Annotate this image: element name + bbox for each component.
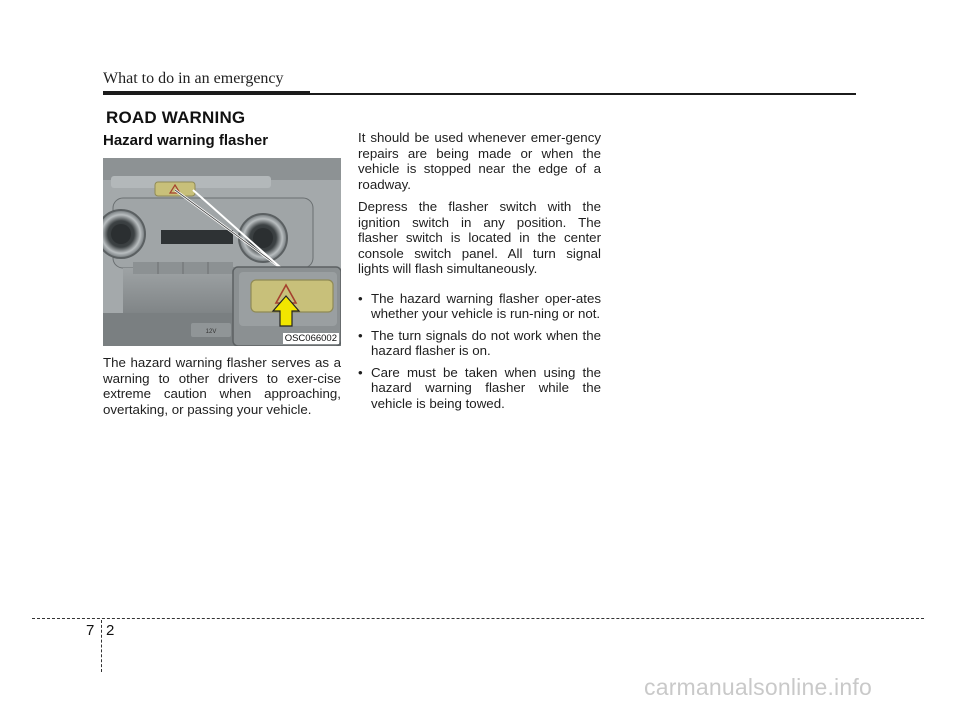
bullet-symbol: • <box>358 290 363 306</box>
watermark: carmanualsonline.info <box>644 674 872 700</box>
bullet-text: The turn signals do not work when the hazard flasher is on. <box>371 327 601 358</box>
bullet-symbol: • <box>358 364 363 380</box>
display-slot <box>161 230 233 244</box>
paragraph-usage: It should be used whenever emer-gency repairs are being made or when the vehicle is stopped near the edge of a roadway. <box>358 130 601 192</box>
section-heading: ROAD WARNING <box>106 108 246 127</box>
dashboard-illustration <box>103 158 341 346</box>
page-number: 2 <box>106 622 115 639</box>
bullet-item <box>358 328 601 359</box>
left-vent-core <box>111 224 131 244</box>
subheading: Hazard warning flasher <box>103 132 269 149</box>
bullet-symbol: • <box>358 327 363 343</box>
header-rule-thick <box>103 91 310 95</box>
bullet-item <box>358 291 601 322</box>
left-paragraph: The hazard warning flasher serves as a warning to other drivers to exer-cise extreme caution when approaching, overtaking, or passing your vehicle. <box>103 355 341 417</box>
chapter-title: What to do in an emergency <box>103 70 284 87</box>
right-column <box>358 130 601 417</box>
chapter-number: 7 <box>86 622 95 639</box>
bullet-text: The hazard warning flasher oper-ates whether your vehicle is run-ning or not. <box>371 290 601 321</box>
footer-vertical-rule <box>101 620 102 672</box>
figure-code: OSC066002 <box>284 333 337 344</box>
bullet-text: Care must be taken when using the hazard warning flasher while the vehicle is being towed. <box>371 364 601 411</box>
hazard-switch-figure <box>103 158 341 346</box>
paragraph-operation: Depress the flasher switch with the ignition switch in any position. The flasher switch is located in the center console switch panel. All turn signal lights will flash simultaneously. <box>358 199 601 276</box>
footer-rule <box>32 618 924 619</box>
header-rule-thin <box>310 93 856 95</box>
socket-label: 12V <box>205 329 217 335</box>
bullet-item <box>358 365 601 412</box>
bullet-list <box>358 291 601 412</box>
